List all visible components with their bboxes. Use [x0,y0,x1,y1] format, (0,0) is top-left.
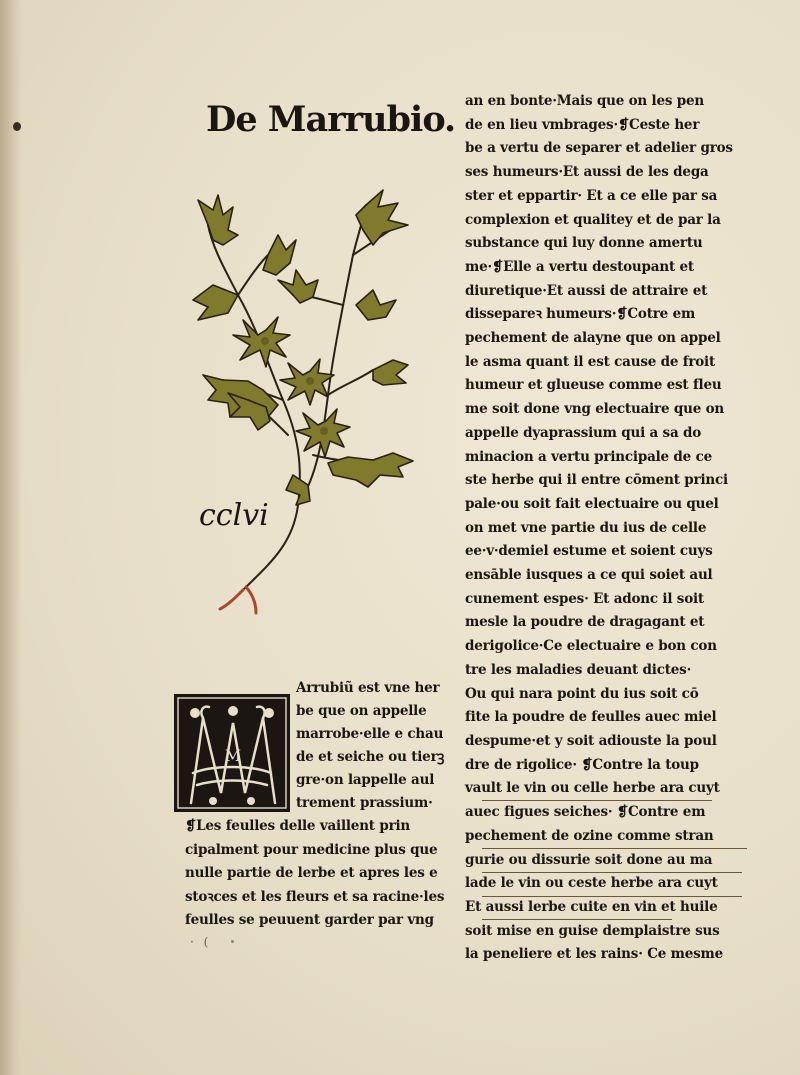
root [220,587,256,613]
text-line: substance qui luy donne amertu [465,235,703,252]
text-line: ste herbe qui il entre cōment princi [465,472,728,489]
text-line: soit mise en guise demplaistre sus [465,922,720,939]
text-line: lade le vin ou ceste herbe ara cuyt [465,875,718,892]
text-line: ensāble iusques a ce qui soiet aul [465,567,713,584]
ink-spot [231,940,234,943]
handwritten-underline [482,896,742,897]
text-line: auec figues seiches· ❡Contre em [465,804,706,821]
text-line: le asma quant il est cause de froit [465,353,716,370]
text-line: pale·ou soit fait electuaire ou quel [465,495,719,512]
text-line: Ou qui nara point du ius soit cō [465,685,699,702]
text-line: on met vne partie du ius de celle [465,519,707,536]
text-line: fite la poudre de feulles auec miel [465,709,717,726]
text-line: nulle partie de lerbe et apres les e [185,865,438,881]
text-line: cunement espes· Et adonc il soit [465,590,704,607]
text-line: complexion et qualitey et de par la [465,211,721,228]
handwritten-underline [482,800,712,801]
text-line: de et seiche ou tierꝫ [296,749,445,765]
text-line: appelle dyaprassium qui a sa do [465,424,702,441]
text-line: vault le vin ou celle herbe ara cuyt [465,780,720,797]
marrubium-woodcut-illustration [168,185,428,625]
text-line: dre de rigolice· ❡Contre la toup [465,756,699,773]
text-line: cipalment pour medicine plus que [185,841,438,858]
text-line: pechement de alayne que on appel [465,330,721,347]
text-line: despume·et y soit adiouste la poul [465,732,717,749]
text-line: an en bonte·Mais que on les pen [465,93,704,109]
text-line: derigolice·Ce electuaire e bon con [465,638,717,655]
text-line: ee·v·demiel estume et soient cuys [465,543,713,560]
text-line: be a vertu de separer et adelier gros [465,140,733,157]
handwritten-underline [482,872,742,873]
handwritten-underline [482,848,747,849]
text-line: mesle la poudre de dragagant et [465,614,705,631]
text-line: be que on appelle [296,703,427,719]
page-gutter-shadow [0,0,22,1075]
text-line: me soit done vng electuaire que on [465,401,725,418]
text-line: feulles se peuuent garder par vng [185,912,434,928]
right-column-text [465,90,765,967]
text-line: diuretique·Et aussi de attraire et [465,282,708,299]
text-line: dissepareꝛ humeurs·❡Cotre em [465,306,696,323]
text-line: trement prassium· [296,795,433,811]
text-line: minacion a vertu principale de ce [465,448,712,465]
text-line: gre·on lappelle aul [296,772,435,788]
chapter-heading: De Marrubio. [206,99,456,140]
text-line: Et aussi lerbe cuite en vin et huile [465,898,718,915]
text-line: Arrubiũ est vne her [296,680,440,696]
text-line: de en lieu vmbrages·❡Ceste her [465,116,700,133]
text-line: me·❡Elle a vertu destoupant et [465,258,694,275]
stray-marks: · ( [190,935,212,949]
left-column-text [185,815,444,933]
text-line: pechement de ozine comme stran [465,827,714,844]
text-line: la peneliere et les rains· Ce mesme [465,946,723,963]
text-line: ses humeurs·Et aussi de les dega [465,164,709,181]
text-line: humeur et glueuse comme est fleu [465,377,722,394]
ink-spot [13,122,21,131]
decorated-initial-letter [173,693,291,813]
text-line: tre les maladies deuant dictes· [465,661,692,678]
handwritten-underline [482,919,672,920]
text-line: gurie ou dissurie soit done au ma [465,851,713,868]
text-line: marrobe·elle e chau [296,726,444,742]
folio-number: cclvi [199,498,269,533]
text-line: ster et eppartir· Et a ce elle par sa [465,187,718,204]
initial-letter-glyph: M [224,746,242,765]
left-column-indented-text [296,677,444,815]
text-line: stoꝛces et les fleurs et sa racine·les [185,888,445,905]
text-line: ❡Les feulles delle vaillent prin [185,818,411,834]
